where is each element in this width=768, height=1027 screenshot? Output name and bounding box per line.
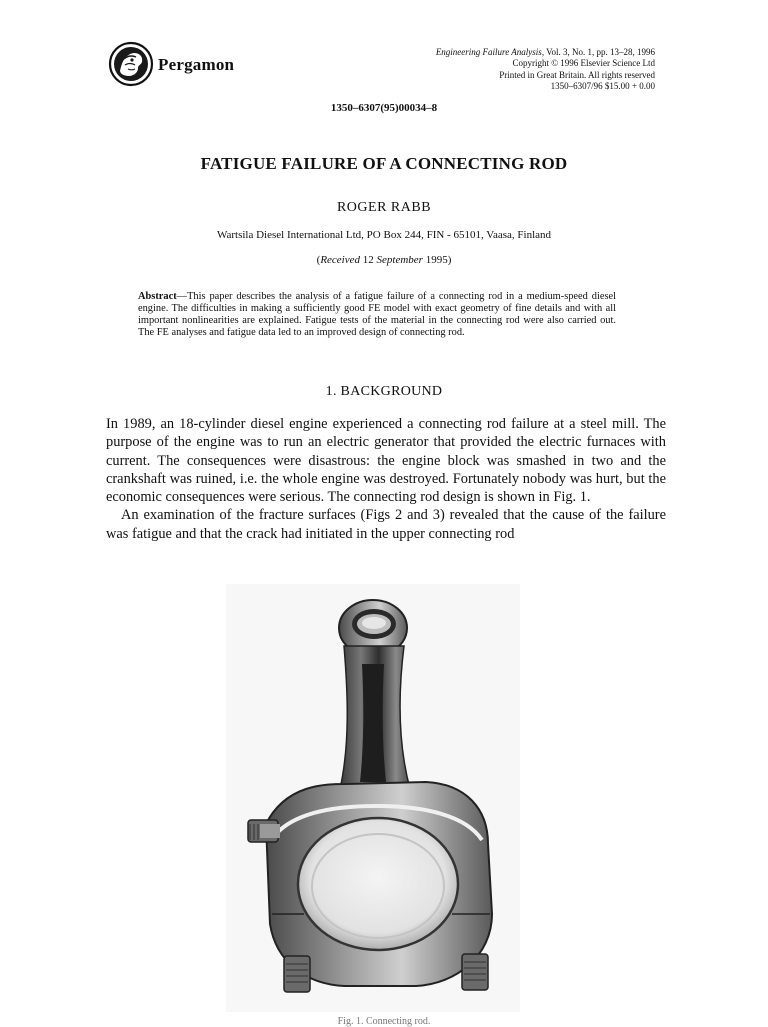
received-open: ( (316, 254, 321, 266)
abstract-label: Abstract (138, 291, 177, 302)
article-identifier: 1350–6307(95)00034–8 (330, 102, 438, 114)
journal-line (436, 47, 655, 58)
journal-citation (436, 47, 655, 92)
body-paragraph: An examination of the fracture surfaces (Figs 2 and 3) revealed that the cause of the failure was fatigue and that the crack had initiated in the upper connecting rod (106, 507, 666, 542)
body-paragraph: In 1989, an 18-cylinder diesel engine experienced a connecting rod failure at a steel mill. The purpose of the engine was to run an electric generator that provided the electric furnaces with current. The consequences were disastrous: the engine block was smashed in two and the crankshaft was ruined, i.e. the whole engine was destroyed. Fortunately nobody was hurt, but the economic consequences were serious. The connecting rod design is shown in Fig. 1. (106, 416, 666, 506)
issn-price-line: 1350–6307/96 $15.00 + 0.00 (550, 80, 655, 91)
printed-line: Printed in Great Britain. All rights reserved (499, 69, 655, 80)
received-date (0, 254, 768, 266)
author-affiliation: Wartsila Diesel International Ltd, PO Box 244, FIN - 65101, Vaasa, Finland (216, 229, 552, 241)
author-name: ROGER RABB (336, 200, 432, 215)
copyright-line: Copyright © 1996 Elsevier Science Ltd (512, 58, 655, 69)
received-year: 1995) (422, 254, 452, 266)
abstract-text: —This paper describes the analysis of a fatigue failure of a connecting rod in a medium-speed diesel engine. The difficulties in making a sufficiently good FE model with exact geometry of fine details and with all important nonlinearities are explained. Fatigue tests of the material in the connecting rod were also carried out. The FE analyses and fatigue data led to an improved design of connecting rod. (138, 291, 616, 338)
journal-volume: , Vol. 3, No. 1, pp. 13–28, 1996 (541, 47, 655, 57)
received-month: September (376, 254, 423, 266)
pergamon-logo-icon (108, 41, 154, 87)
received-word: Received (320, 254, 360, 266)
received-day: 12 (360, 254, 377, 266)
body-text (106, 415, 666, 543)
figure-caption: Fig. 1. Connecting rod. (337, 1016, 431, 1027)
paper-title: FATIGUE FAILURE OF A CONNECTING ROD (200, 154, 568, 173)
journal-name: Engineering Failure Analysis (435, 47, 542, 57)
section-heading: 1. BACKGROUND (325, 384, 443, 399)
connecting-rod-figure (226, 584, 520, 1012)
abstract (138, 291, 616, 339)
publisher-name: Pergamon (158, 55, 235, 74)
